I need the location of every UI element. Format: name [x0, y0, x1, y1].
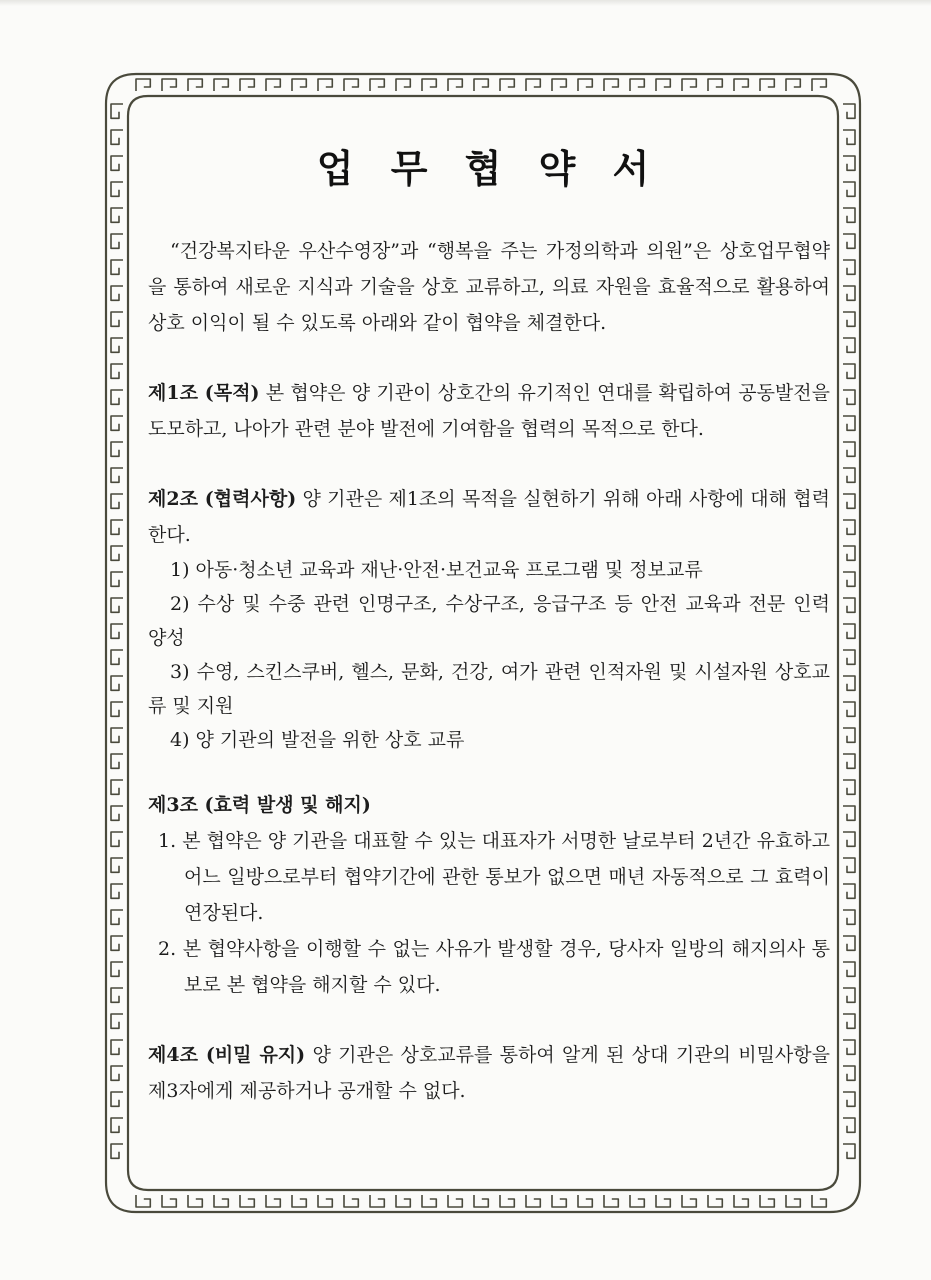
- article-2-body: 양 기관은 제1조의 목적을 실현하기 위해 아래 사항에 대해 협력한다.: [148, 488, 830, 546]
- article-4-title: 제4조 (비밀 유지): [148, 1044, 306, 1066]
- document-body: [148, 128, 830, 1109]
- article-1-body: 본 협약은 양 기관이 상호간의 유기적인 연대를 확립하여 공동발전을 도모하고, 나아가 관련 분야 발전에 기여함을 협력의 목적으로 한다.: [148, 382, 830, 440]
- article-4: [148, 1037, 830, 1109]
- article-3-item: 2. 본 협약사항을 이행할 수 없는 사유가 발생할 경우, 당사자 일방의 해지의사 통보로 본 협약을 해지할 수 있다.: [158, 938, 830, 996]
- article-2: [148, 481, 830, 553]
- article-3-item: 1. 본 협약은 양 기관을 대표할 수 있는 대표자가 서명한 날로부터 2년간 유효하고 어느 일방으로부터 협약기간에 관한 통보가 없으면 매년 자동적으로 그 효력이 연장된다.: [158, 830, 830, 924]
- article-2-item: 4) 양 기관의 발전을 위한 상호 교류: [170, 729, 465, 751]
- article-3-title: 제3조 (효력 발생 및 해지): [148, 794, 371, 816]
- article-2-title: 제2조 (협력사항): [148, 488, 297, 510]
- intro-paragraph: “건강복지타운 우산수영장”과 “행복을 주는 가정의학과 의원”은 상호업무협약을 통하여 새로운 지식과 기술을 상호 교류하고, 의료 자원을 효율적으로 활용하여 상호 이익이 될 수 있도록 아래와 같이 협약을 체결한다.: [148, 240, 830, 334]
- article-2-item: 1) 아동·청소년 교육과 재난·안전·보건교육 프로그램 및 정보교류: [170, 559, 703, 581]
- document-title: 업 무 협 약 서: [316, 147, 662, 191]
- article-2-item: 2) 수상 및 수중 관련 인명구조, 수상구조, 응급구조 등 안전 교육과 전문 인력 양성: [148, 593, 830, 649]
- article-2-item: 3) 수영, 스킨스쿠버, 헬스, 문화, 건강, 여가 관련 인적자원 및 시설자원 상호교류 및 지원: [148, 661, 830, 717]
- article-4-body: 양 기관은 상호교류를 통하여 알게 된 상대 기관의 비밀사항을 제3자에게 제공하거나 공개할 수 없다.: [148, 1044, 830, 1102]
- article-1: [148, 375, 830, 447]
- article-1-title: 제1조 (목적): [148, 382, 260, 404]
- scan-edge: [0, 0, 931, 6]
